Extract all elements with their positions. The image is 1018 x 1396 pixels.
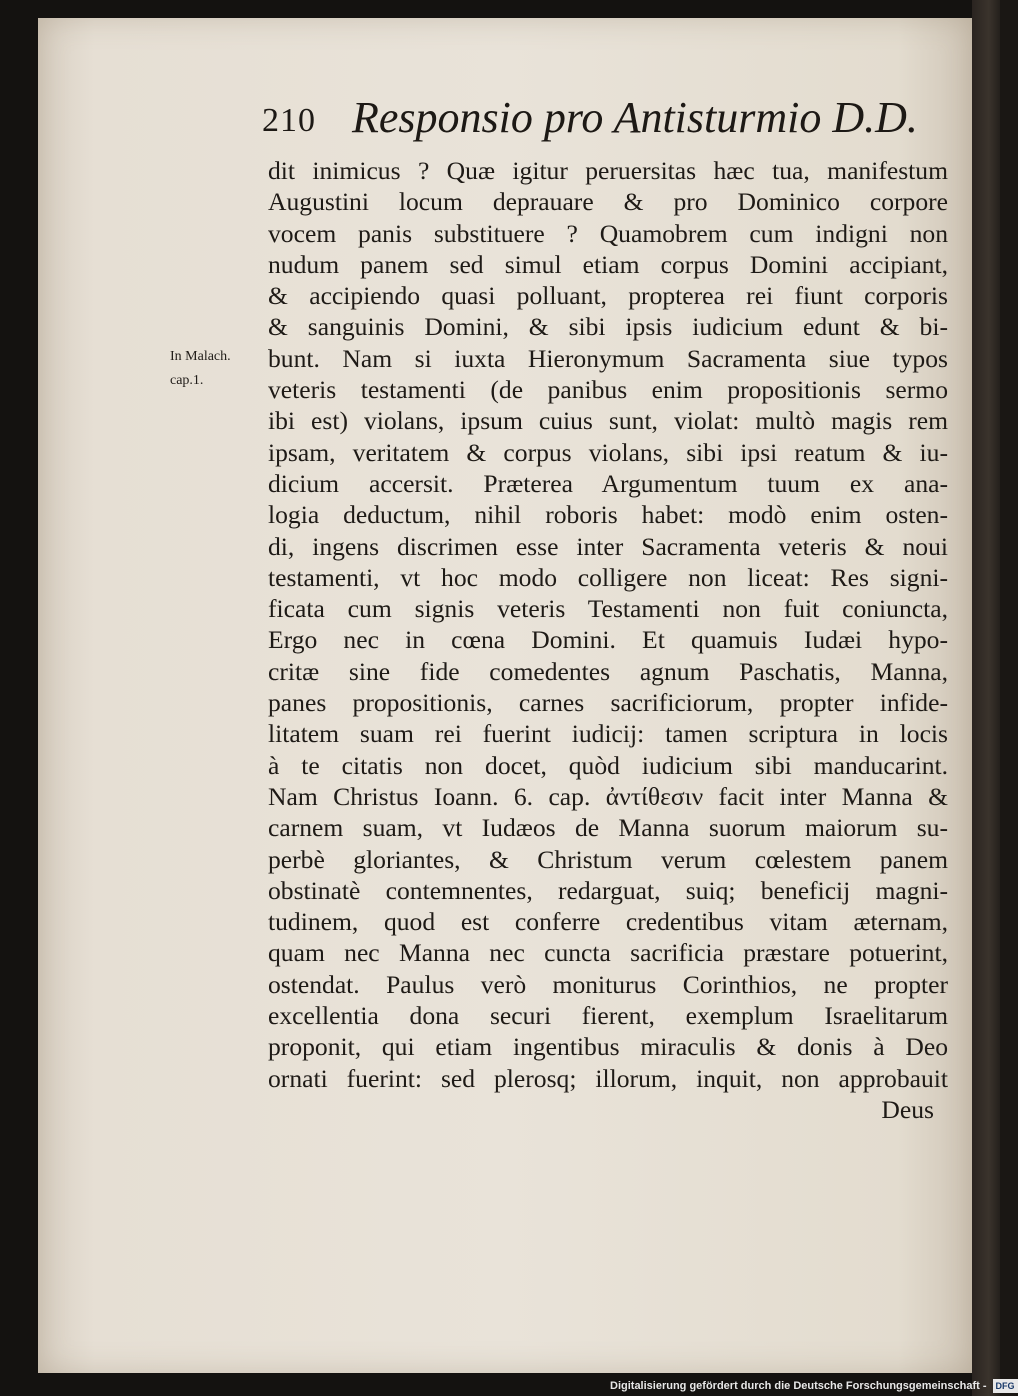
text-line: Augustini locum deprauare & pro Dominico corpore: [268, 187, 948, 217]
text-line: perbè gloriantes, & Christum verum cœlestem panem: [268, 844, 948, 874]
catchword: Deus: [881, 1094, 934, 1124]
text-line: vocem panis substituere ? Quamobrem cum indigni non: [268, 218, 948, 248]
margin-note-line: In Malach.: [170, 349, 231, 364]
text-line: quam nec Manna nec cuncta sacrificia præstare potuerint,: [268, 938, 948, 968]
footer-credit: Digitalisierung gefördert durch die Deutsche Forschungsgemeinschaft -: [610, 1380, 987, 1392]
text-line: & sanguinis Domini, & sibi ipsis iudicium edunt & bi-: [268, 312, 948, 342]
text-line: veteris testamenti (de panibus enim propositionis sermo: [268, 375, 948, 405]
text-line: bunt. Nam si iuxta Hieronymum Sacramenta siue typos: [268, 343, 948, 373]
text-line: à te citatis non docet, quòd iudicium sibi manducarint.: [268, 750, 948, 780]
digitization-footer: [610, 1378, 1018, 1394]
text-line: nudum panem sed simul etiam corpus Domini accipiant,: [268, 249, 948, 279]
text-line: critæ sine fide comedentes agnum Paschatis, Manna,: [268, 656, 948, 686]
running-title: Responsio pro Antisturmio D.D.: [352, 93, 918, 142]
page-header: [262, 92, 918, 148]
text-line: panes propositionis, carnes sacrificiorum, propter infide-: [268, 688, 948, 718]
text-line: excellentia dona securi fierent, exemplum Israelitarum: [268, 1001, 948, 1031]
text-line: Nam Christus Ioann. 6. cap. ἀντίθεσιν facit inter Manna &: [268, 781, 948, 811]
text-line: dicium accersit. Præterea Argumentum tuum ex ana-: [268, 468, 948, 498]
page-number: 210: [262, 102, 316, 139]
text-line: dit inimicus ? Quæ igitur peruersitas hæc tua, manifestum: [268, 156, 948, 185]
text-line: litatem suam rei fuerint iudicij: tamen scriptura in locis: [268, 719, 948, 749]
margin-note: [170, 345, 266, 393]
text-line: di, ingens discrimen esse inter Sacramenta veteris & noui: [268, 531, 948, 561]
text-line: ibi est) violans, ipsum cuius sunt, violat: multò magis rem: [268, 406, 948, 436]
text-line: ficata cum signis veteris Testamenti non fuit coniuncta,: [268, 594, 948, 624]
book-binding-edge: [972, 0, 1000, 1396]
text-line: logia deductum, nihil roboris habet: modò enim osten-: [268, 500, 948, 530]
margin-note-line: cap.1.: [170, 373, 204, 388]
body-text: [268, 155, 948, 1125]
text-line: ostendat. Paulus verò moniturus Corinthios, ne propter: [268, 969, 948, 999]
text-line: proponit, qui etiam ingentibus miraculis & donis à Deo: [268, 1032, 948, 1062]
dfg-logo: DFG: [993, 1379, 1018, 1393]
text-line: Ergo nec in cœna Domini. Et quamuis Iudæi hypo-: [268, 625, 948, 655]
text-line: & accipiendo quasi polluant, propterea rei fiunt corporis: [268, 281, 948, 311]
text-line: testamenti, vt hoc modo colligere non liceat: Res signi-: [268, 562, 948, 592]
text-line: obstinatè contemnentes, redarguat, suiq; beneficij magni-: [268, 875, 948, 905]
text-line: ipsam, veritatem & corpus violans, sibi ipsi reatum & iu-: [268, 437, 948, 467]
text-line: carnem suam, vt Iudæos de Manna suorum maiorum su-: [268, 813, 948, 843]
text-line: tudinem, quod est conferre credentibus vitam æternam,: [268, 907, 948, 937]
text-line: ornati fuerint: sed plerosq; illorum, inquit, non approbauit: [268, 1063, 948, 1093]
